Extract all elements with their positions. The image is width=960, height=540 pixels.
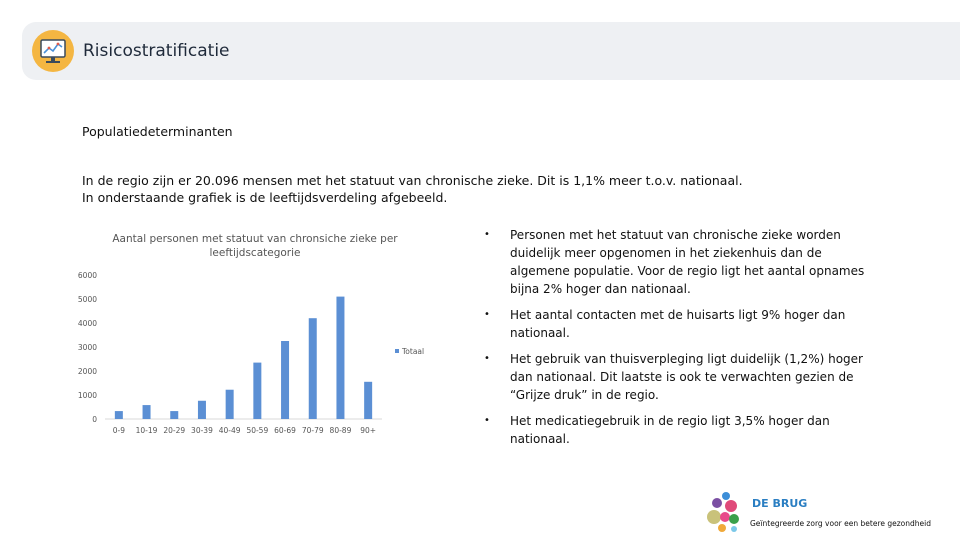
finding-text: Het medicatiegebruik in de regio ligt 3,5% hoger dan nationaal. xyxy=(510,414,830,446)
finding-item xyxy=(484,350,870,404)
section-title: Populatiedeterminanten xyxy=(82,124,233,139)
x-tick-label: 30-39 xyxy=(191,426,213,435)
y-tick-label: 2000 xyxy=(77,367,97,376)
finding-text: Personen met het statuut van chronische zieke worden duidelijk meer opgenomen in het ziekenhuis dan de algemene populatie. Voor de regio ligt het aantal opnames bijna 2% hoger dan nationaal. xyxy=(510,228,865,296)
page-title: Risicostratificatie xyxy=(83,41,230,61)
x-tick-label: 90+ xyxy=(360,426,377,435)
x-tick-label: 10-19 xyxy=(135,426,158,435)
findings-list xyxy=(484,226,870,456)
bullet-icon: • xyxy=(484,415,490,426)
finding-item xyxy=(484,226,870,298)
x-tick-label: 80-89 xyxy=(329,426,352,435)
bar-40-49 xyxy=(226,390,234,419)
bar-30-39 xyxy=(198,401,206,419)
y-tick-label: 4000 xyxy=(77,319,97,328)
bar-60-69 xyxy=(281,341,289,419)
y-tick-label: 1000 xyxy=(77,391,97,400)
bar-90+ xyxy=(364,382,372,419)
x-tick-label: 20-29 xyxy=(163,426,186,435)
intro-line: In de regio zijn er 20.096 mensen met het statuut van chronische zieke. Dit is 1,1% meer t.o.v. nationaal. xyxy=(82,173,743,188)
logo-icon xyxy=(700,486,750,536)
y-tick-label: 5000 xyxy=(77,295,97,304)
bullet-icon: • xyxy=(484,309,490,320)
legend-swatch xyxy=(395,349,399,353)
y-tick-label: 3000 xyxy=(77,343,97,352)
x-tick-label: 0-9 xyxy=(112,426,125,435)
chart-title: Aantal personen met statuut van chronsiche zieke per leeftijdscategorie xyxy=(112,233,398,259)
finding-text: Het aantal contacten met de huisarts ligt 9% hoger dan nationaal. xyxy=(510,308,846,340)
bar-20-29 xyxy=(170,411,178,419)
bullet-icon: • xyxy=(484,353,490,364)
y-tick-label: 0 xyxy=(92,415,97,424)
bar-0-9 xyxy=(115,411,123,419)
x-tick-label: 40-49 xyxy=(218,426,241,435)
intro-line: In onderstaande grafiek is de leeftijdsverdeling afgebeeld. xyxy=(82,190,448,205)
finding-item xyxy=(484,306,870,342)
x-tick-label: 60-69 xyxy=(274,426,296,435)
bar-70-79 xyxy=(309,318,317,419)
y-tick-label: 6000 xyxy=(77,271,97,280)
bullet-icon: • xyxy=(484,229,490,240)
bar-80-89 xyxy=(336,297,344,419)
x-tick-label: 50-59 xyxy=(246,426,269,435)
x-tick-label: 70-79 xyxy=(301,426,324,435)
legend-label: Totaal xyxy=(402,347,425,356)
bar-50-59 xyxy=(253,363,261,419)
finding-item xyxy=(484,412,870,448)
logo-name: DE BRUG xyxy=(752,497,808,510)
logo-tagline: Geïntegreerde zorg voor een betere gezondheid xyxy=(750,519,931,528)
bar-10-19 xyxy=(143,405,151,419)
finding-text: Het gebruik van thuisverpleging ligt duidelijk (1,2%) hoger dan nationaal. Dit laatste is ook te verwachten gezien de “Grijze druk” in de regio. xyxy=(510,352,863,402)
intro-text xyxy=(82,172,743,206)
monitor-chart-icon xyxy=(32,30,74,72)
